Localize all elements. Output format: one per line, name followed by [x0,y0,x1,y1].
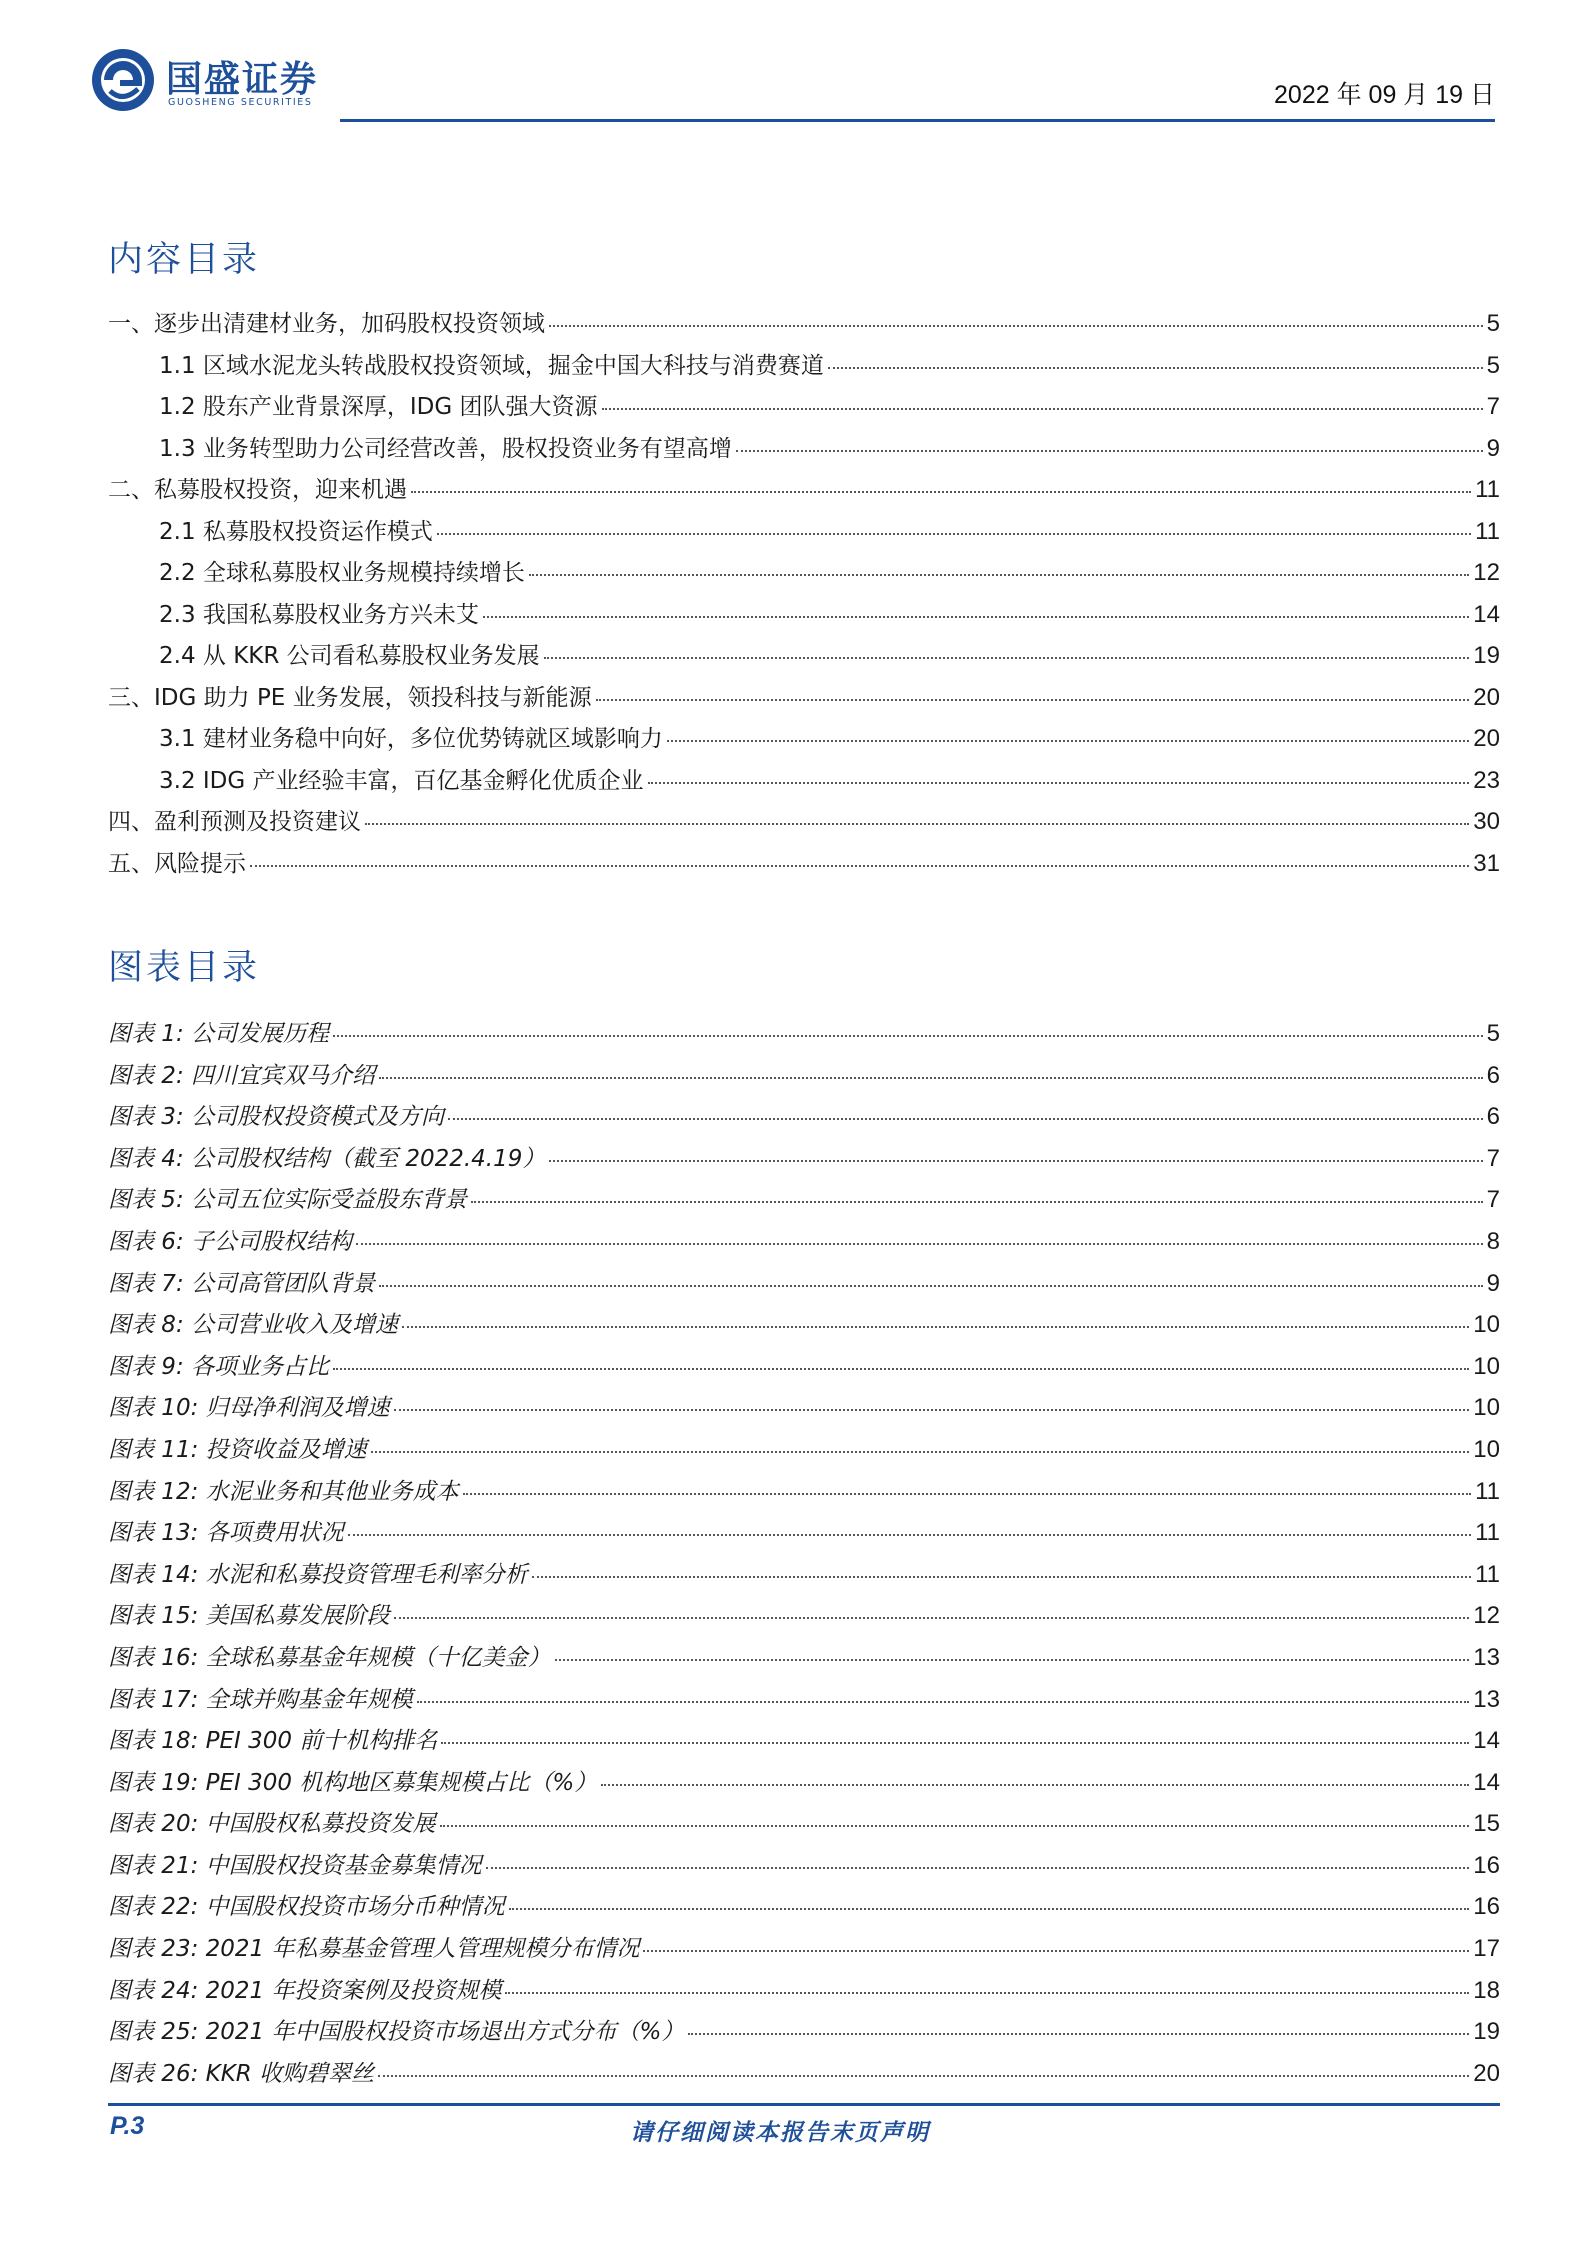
toc-entry-label: 二、私募股权投资，迎来机遇 [108,477,407,503]
toc-entry-label: 五、风险提示 [108,850,246,877]
dot-leader [549,1160,1482,1162]
figure-entry-label: 图表 23: 2021 年私募基金管理人管理规模分布情况 [108,1936,640,1963]
dot-leader [437,533,1471,535]
figure-entry-page: 7 [1486,1186,1500,1214]
contents-list [108,303,1500,884]
figure-entry-page: 14 [1473,1768,1500,1796]
toc-entry-label: 3.1 建材业务稳中向好，多位优势铸就区域影响力 [159,726,663,752]
dot-leader [486,1867,1470,1869]
toc-entry-label: 1.2 股东产业背景深厚，IDG 团队强大资源 [159,394,598,420]
toc-entry[interactable] [108,345,1500,387]
toc-entry-page: 11 [1475,476,1500,503]
figure-entry-label: 图表 6: 子公司股权结构 [108,1228,353,1255]
figure-entry-page: 10 [1473,1352,1500,1380]
toc-entry-page: 7 [1486,393,1500,420]
figure-entry-page: 8 [1486,1227,1500,1255]
figure-entry[interactable] [108,2053,1500,2095]
figure-entry[interactable] [108,1595,1500,1637]
toc-entry[interactable] [108,635,1500,677]
toc-entry-page: 30 [1473,808,1500,835]
dot-leader [378,2075,1469,2077]
toc-entry-label: 2.1 私募股权投资运作模式 [159,518,433,545]
dot-leader [411,491,1471,493]
toc-entry[interactable] [108,718,1500,760]
figure-entry-label: 图表 4: 公司股权结构（截至 2022.4.19） [108,1145,546,1172]
dot-leader [471,1201,1483,1203]
figure-entry-page: 17 [1473,1935,1500,1963]
toc-entry[interactable] [108,303,1500,345]
figure-entry-label: 图表 5: 公司五位实际受益股东背景 [108,1187,468,1214]
logo-chinese-name: 国盛证券 [166,59,319,100]
dot-leader [602,408,1483,410]
dot-leader [544,657,1470,659]
toc-entry-label: 四、盈利预测及投资建议 [108,809,361,835]
toc-entry-label: 2.3 我国私募股权业务方兴未艾 [159,601,479,628]
dot-leader [549,325,1483,327]
dot-leader [688,2033,1469,2035]
figure-entry-label: 图表 20: 中国股权私募投资发展 [108,1811,436,1838]
toc-entry-label: 1.3 业务转型助力公司经营改善，股权投资业务有望高增 [159,435,732,462]
header-divider [340,119,1495,122]
figure-entry-page: 5 [1486,1020,1500,1047]
figure-entry-page: 15 [1473,1810,1500,1838]
toc-entry-label: 3.2 IDG 产业经验丰富，百亿基金孵化优质企业 [159,767,644,794]
dot-leader [402,1326,1469,1328]
figures-list [108,1013,1500,2094]
dot-leader [379,1077,1483,1079]
toc-entry-page: 20 [1473,725,1500,752]
dot-leader [394,1617,1470,1619]
dot-leader [505,1992,1469,1994]
toc-entry-page: 9 [1486,434,1500,462]
figure-entry-label: 图表 9: 各项业务占比 [108,1353,330,1380]
page-number: P.3 [110,2112,145,2140]
figure-entry-page: 14 [1473,1727,1500,1755]
toc-entry-label: 一、逐步出清建材业务，加码股权投资领域 [108,311,545,337]
page-header [90,45,1495,125]
toc-entry[interactable] [108,843,1500,885]
figure-entry[interactable] [108,1512,1500,1554]
figure-entry-page: 20 [1473,2059,1500,2087]
figure-entry-page: 11 [1475,1519,1500,1547]
figure-entry-page: 10 [1473,1311,1500,1339]
toc-entry[interactable] [108,511,1500,553]
toc-entry-page: 20 [1473,683,1500,711]
toc-entry[interactable] [108,552,1500,594]
dot-leader [365,823,1469,825]
figure-entry[interactable] [108,1179,1500,1221]
dot-leader [441,1742,1469,1744]
figure-entry-label: 图表 25: 2021 年中国股权投资市场退出方式分布（%） [108,2019,685,2046]
dot-leader [333,1035,1483,1037]
dot-leader [529,574,1469,576]
toc-entry[interactable] [108,677,1500,719]
footer-divider [108,2103,1500,2106]
figure-entry[interactable] [108,1471,1500,1513]
figure-entry[interactable] [108,1845,1500,1887]
figure-entry[interactable] [108,1554,1500,1596]
figure-entry[interactable] [108,1013,1500,1055]
figure-entry[interactable] [108,1762,1500,1804]
figure-entry-label: 图表 1: 公司发展历程 [108,1021,330,1047]
dot-leader [596,699,1470,701]
figure-entry-label: 图表 14: 水泥和私募投资管理毛利率分析 [108,1561,528,1588]
figure-entry[interactable] [108,2011,1500,2053]
dot-leader [736,450,1483,452]
figure-entry-label: 图表 24: 2021 年投资案例及投资规模 [108,1977,502,2004]
toc-entry-label: 2.2 全球私募股权业务规模持续增长 [159,560,525,586]
figure-entry[interactable] [108,1429,1500,1471]
figure-entry-label: 图表 13: 各项费用状况 [108,1520,344,1547]
report-date: 2022 年 09 月 19 日 [1274,81,1495,109]
dot-leader [394,1409,1470,1411]
figure-entry-page: 10 [1473,1435,1500,1463]
dot-leader [463,1493,1471,1495]
toc-entry-page: 5 [1486,351,1500,379]
figure-entry-label: 图表 15: 美国私募发展阶段 [108,1603,390,1630]
dot-leader [448,1118,1483,1120]
toc-entry-page: 5 [1486,310,1500,337]
figure-entry[interactable] [108,1346,1500,1388]
figure-entry[interactable] [108,1096,1500,1138]
dot-leader [371,1451,1470,1453]
figure-entry[interactable] [108,1221,1500,1263]
toc-entry[interactable] [108,469,1500,511]
figure-entry[interactable] [108,1928,1500,1970]
dot-leader [356,1243,1483,1245]
toc-entry-page: 12 [1473,559,1500,586]
figure-entry[interactable] [108,1970,1500,2012]
toc-entry-page: 31 [1473,849,1500,877]
figure-entry-label: 图表 21: 中国股权投资基金募集情况 [108,1852,482,1879]
figure-entry-label: 图表 12: 水泥业务和其他业务成本 [108,1478,459,1505]
dot-leader [643,1950,1469,1952]
figure-entry-label: 图表 2: 四川宜宾双马介绍 [108,1062,376,1089]
figure-entry-label: 图表 16: 全球私募基金年规模（十亿美金） [108,1644,551,1671]
dot-leader [379,1285,1483,1287]
figure-entry[interactable] [108,1138,1500,1180]
figure-entry-label: 图表 11: 投资收益及增速 [108,1436,367,1463]
figure-entry-page: 9 [1486,1269,1500,1297]
toc-entry-label: 1.1 区域水泥龙头转战股权投资领域，掘金中国大科技与消费赛道 [159,352,824,379]
dot-leader [828,367,1483,369]
figure-entry-label: 图表 22: 中国股权投资市场分币种情况 [108,1894,505,1921]
dot-leader [417,1701,1470,1703]
figure-entry[interactable] [108,1679,1500,1721]
figure-entry-label: 图表 17: 全球并购基金年规模 [108,1686,413,1713]
figure-entry-label: 图表 8: 公司营业收入及增速 [108,1312,399,1339]
figure-entry-label: 图表 7: 公司高管团队背景 [108,1270,376,1297]
figure-entry[interactable] [108,1803,1500,1845]
toc-entry[interactable] [108,760,1500,802]
logo-english-name: GUOSHENG SECURITIES [168,97,313,108]
dot-leader [509,1908,1470,1910]
figures-title: 图表目录 [108,948,261,988]
figure-entry[interactable] [108,1886,1500,1928]
dot-leader [333,1368,1469,1370]
figure-entry-page: 11 [1475,1477,1500,1505]
dot-leader [348,1534,1471,1536]
figure-entry[interactable] [108,1055,1500,1097]
guosheng-logo-icon [90,47,156,113]
figure-entry-page: 7 [1486,1144,1500,1172]
figure-entry-page: 10 [1473,1394,1500,1422]
figure-entry-page: 16 [1473,1893,1500,1921]
contents-title: 内容目录 [108,240,261,280]
toc-entry-page: 11 [1475,517,1500,545]
figure-entry-page: 13 [1473,1685,1500,1713]
figure-entry-label: 图表 19: PEI 300 机构地区募集规模占比（%） [108,1769,598,1796]
dot-leader [532,1576,1471,1578]
dot-leader [250,865,1469,867]
figure-entry-page: 6 [1486,1103,1500,1131]
figure-entry-page: 18 [1473,1976,1500,2004]
figure-entry[interactable] [108,1387,1500,1429]
figure-entry-page: 19 [1473,2018,1500,2046]
toc-entry-label: 2.4 从 KKR 公司看私募股权业务发展 [159,643,540,669]
toc-entry-label: 三、IDG 助力 PE 业务发展，领投科技与新能源 [108,684,592,711]
figure-entry[interactable] [108,1263,1500,1305]
figure-entry-label: 图表 18: PEI 300 前十机构排名 [108,1728,438,1755]
dot-leader [648,782,1470,784]
toc-entry-page: 14 [1473,600,1500,628]
toc-entry-page: 23 [1473,766,1500,794]
toc-entry[interactable] [108,594,1500,636]
company-logo [90,45,420,115]
figure-entry-label: 图表 3: 公司股权投资模式及方向 [108,1104,445,1131]
figure-entry-label: 图表 26: KKR 收购碧翠丝 [108,2060,375,2087]
dot-leader [667,740,1469,742]
dot-leader [555,1659,1470,1661]
figure-entry[interactable] [108,1304,1500,1346]
figure-entry-page: 16 [1473,1851,1500,1879]
dot-leader [483,616,1469,618]
toc-entry[interactable] [108,801,1500,843]
dot-leader [601,1784,1469,1786]
toc-entry[interactable] [108,428,1500,470]
figure-entry[interactable] [108,1637,1500,1679]
figure-entry[interactable] [108,1720,1500,1762]
toc-entry[interactable] [108,386,1500,428]
figure-entry-page: 11 [1475,1560,1500,1588]
footer-disclaimer: 请仔细阅读本报告末页声明 [630,2120,930,2146]
figure-entry-page: 13 [1473,1643,1500,1671]
toc-entry-page: 19 [1473,642,1500,669]
figure-entry-page: 12 [1473,1602,1500,1630]
dot-leader [440,1825,1470,1827]
figure-entry-label: 图表 10: 归母净利润及增速 [108,1395,390,1422]
figure-entry-page: 6 [1486,1061,1500,1089]
